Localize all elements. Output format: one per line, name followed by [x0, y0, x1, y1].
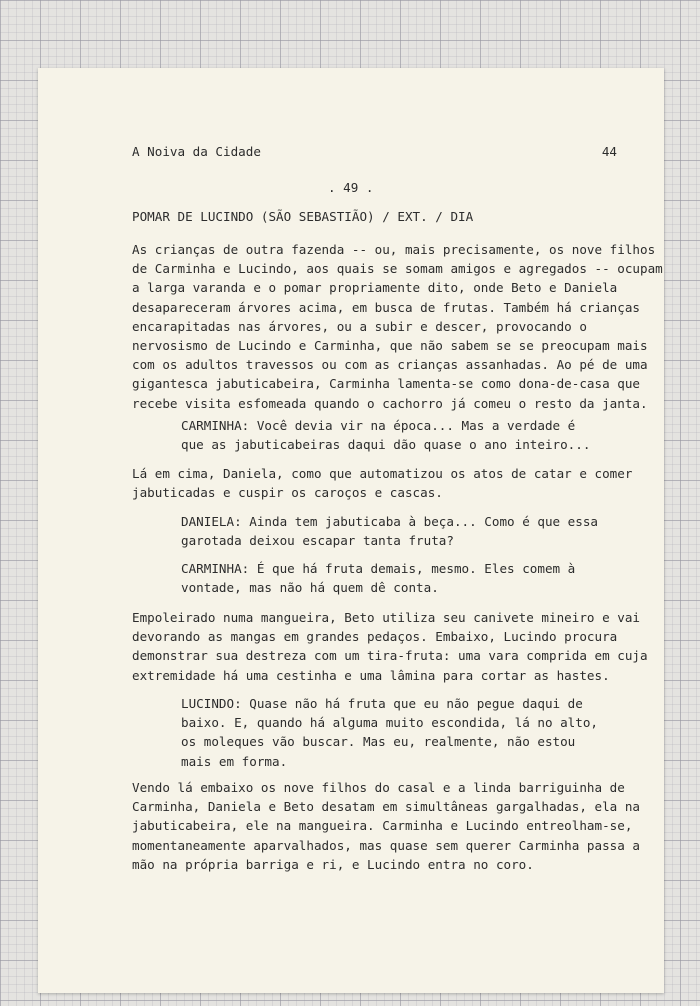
text-line: nervosismo de Lucindo e Carminha, que não sabem se se preocupam mais	[132, 338, 648, 354]
dialogue-line: DANIELA: Ainda tem jabuticaba à beça... Como é que essa	[181, 514, 599, 529]
text-line: recebe visita esfomeada quando o cachorro já comeu o resto da janta.	[132, 395, 648, 411]
scene-number: . 49 .	[328, 180, 374, 195]
text-line: Lá em cima, Daniela, como que automatizou os atos de catar e comer	[132, 466, 633, 481]
running-title: A Noiva da Cidade	[132, 144, 261, 159]
dialogue-block	[181, 512, 601, 550]
text-line: a larga varanda e o pomar propriamente dito, onde Beto e Daniela	[132, 280, 618, 296]
action-paragraph	[132, 240, 663, 413]
dialogue-line: mais em forma.	[181, 753, 288, 769]
text-line: mão na própria barriga e ri, e Lucindo entra no coro.	[132, 856, 534, 872]
action-paragraph	[132, 778, 640, 874]
text-line: jabuticabeira, ele na mangueira. Carminha e Lucindo entreolham-se,	[132, 818, 633, 834]
text-line: momentaneamente aparvalhados, mas quase sem querer Carminha passa a	[132, 837, 640, 853]
dialogue-block	[181, 694, 601, 771]
scene-heading: POMAR DE LUCINDO (SÃO SEBASTIÃO) / EXT. / DIA	[132, 209, 474, 224]
action-paragraph	[132, 608, 648, 685]
text-line: com os adultos travessos ou com as crianças assanhadas. Ao pé de uma	[132, 357, 648, 373]
page-number: 44	[601, 144, 617, 159]
dialogue-line: CARMINHA: É que há fruta demais, mesmo. Eles comem à	[181, 561, 576, 576]
text-line: desapareceram árvores acima, em busca de frutas. Também há crianças	[132, 299, 640, 315]
text-line: de Carminha e Lucindo, aos quais se somam amigos e agregados -- ocupam	[132, 261, 663, 277]
text-line: Carminha, Daniela e Beto desatam em simultâneas gargalhadas, ela na	[132, 799, 640, 815]
page-header	[132, 142, 617, 162]
text-line: encarapitadas nas árvores, ou a subir e descer, provocando o	[132, 318, 587, 334]
dialogue-line: que as jabuticabeiras daqui dão quase o ano inteiro...	[181, 437, 591, 453]
text-line: jabuticadas e cuspir os caroços e cascas.	[132, 485, 443, 501]
dialogue-line: CARMINHA: Você devia vir na época... Mas a verdade é	[181, 418, 576, 433]
dialogue-line: LUCINDO: Quase não há fruta que eu não pegue daqui de	[181, 696, 583, 711]
dialogue-line: vontade, mas não há quem dê conta.	[181, 580, 439, 596]
dialogue-block	[181, 559, 601, 597]
dialogue-line: baixo. E, quando há alguma muito escondida, lá no alto,	[181, 715, 599, 731]
dialogue-line: garotada deixou escapar tanta fruta?	[181, 533, 454, 549]
typewritten-page	[38, 68, 664, 993]
text-line: Empoleirado numa mangueira, Beto utiliza seu canivete mineiro e vai	[132, 610, 640, 625]
action-paragraph	[132, 464, 633, 502]
text-line: extremidade há uma cestinha e uma lâmina para cortar as hastes.	[132, 667, 610, 683]
text-line: Vendo lá embaixo os nove filhos do casal e a linda barriguinha de	[132, 780, 625, 795]
text-line: As crianças de outra fazenda -- ou, mais precisamente, os nove filhos	[132, 242, 656, 257]
dialogue-line: os moleques vão buscar. Mas eu, realmente, não estou	[181, 734, 576, 750]
text-line: demonstrar sua destreza com um tira-fruta: uma vara comprida em cuja	[132, 648, 648, 664]
text-line: gigantesca jabuticabeira, Carminha lamenta-se como dona-de-casa que	[132, 376, 640, 392]
text-line: devorando as mangas em grandes pedaços. Embaixo, Lucindo procura	[132, 629, 618, 645]
dialogue-block	[181, 416, 601, 454]
